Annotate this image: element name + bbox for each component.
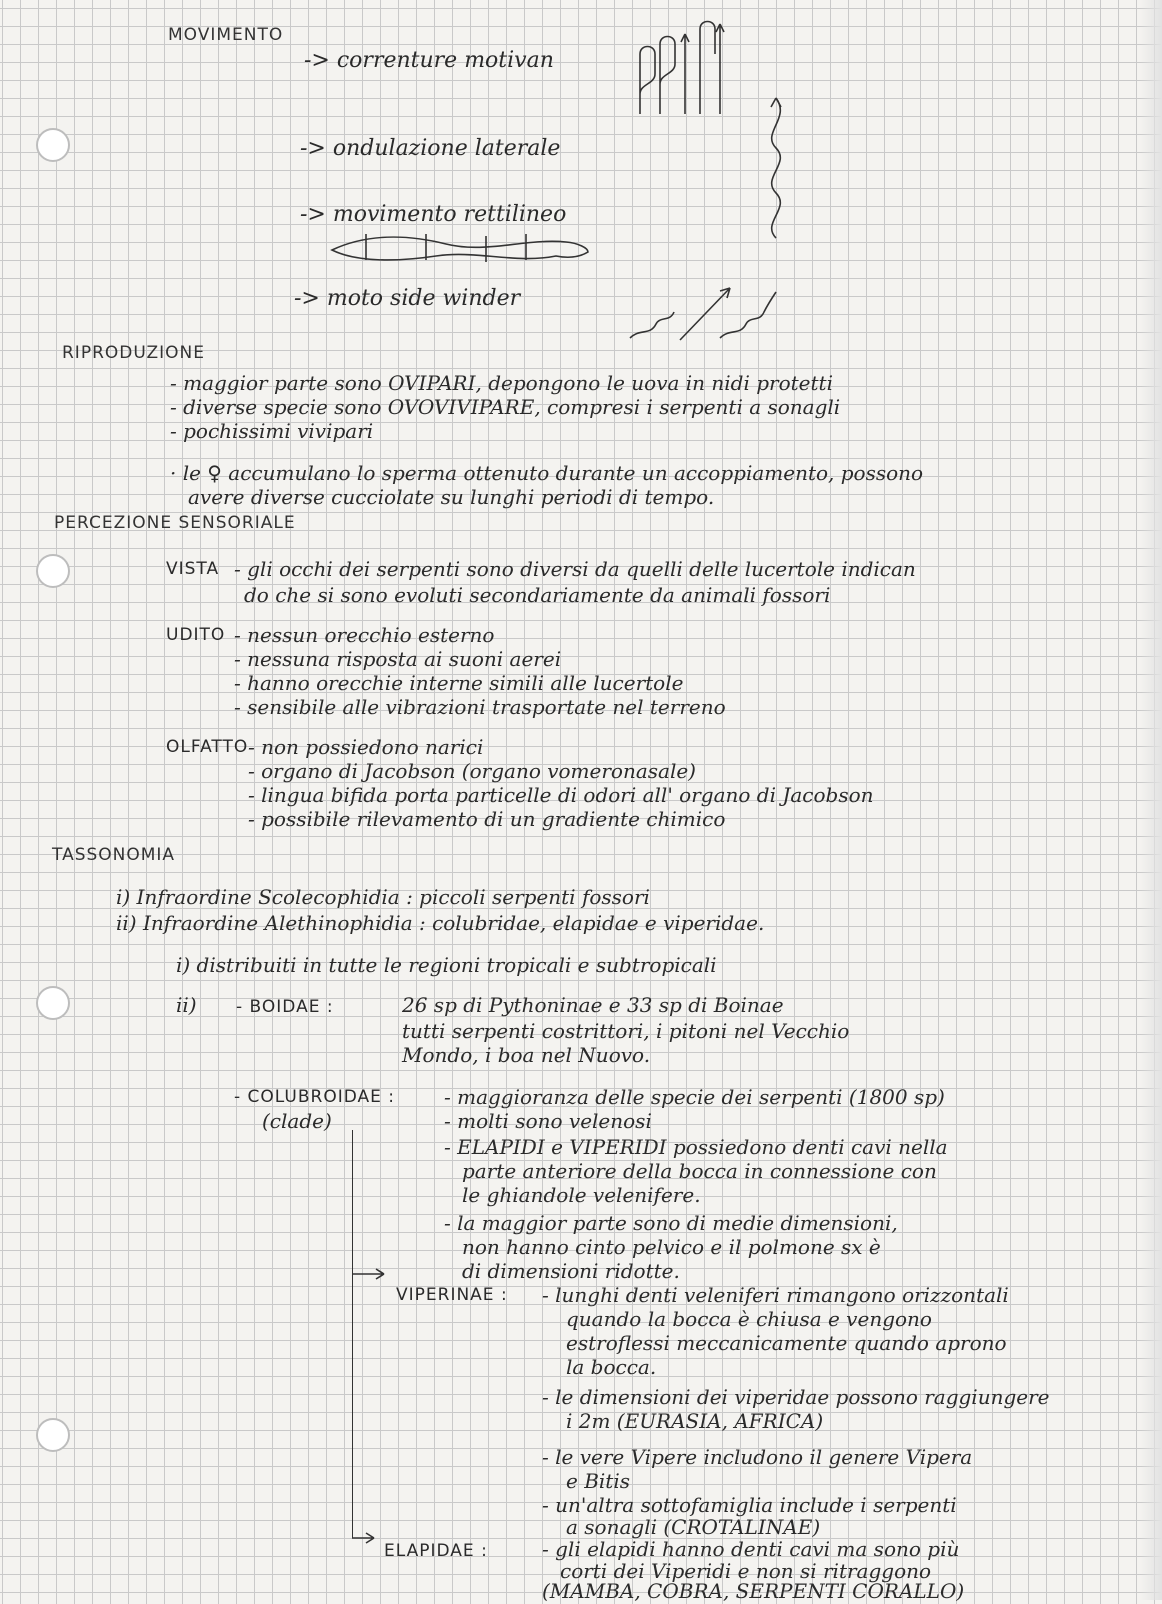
colubroidae-sub: (clade) [262, 1109, 332, 1133]
clade-bracket [352, 1130, 353, 1538]
viperinae-line: - le dimensioni dei viperidae possono raggiungere [542, 1385, 1050, 1409]
viperinae-line: e Bitis [566, 1469, 630, 1493]
udito-line: - nessuna risposta ai suoni aerei [234, 647, 562, 671]
alethinophidia-sub: i) distribuiti in tutte le regioni tropicali e subtropicali [176, 953, 717, 977]
binder-hole [36, 986, 70, 1020]
boidae-line: Mondo, i boa nel Nuovo. [402, 1043, 651, 1067]
elapidae-label: ELAPIDAE : [384, 1541, 488, 1561]
viperinae-line: - lunghi denti veleniferi rimangono orizzontali [542, 1283, 1009, 1307]
concertina-motion-sketch [630, 14, 730, 124]
viperinae-line: - le vere Vipere includono il genere Vipera [542, 1445, 973, 1469]
infraordine-line: ii) Infraordine Alethinophidia : colubridae, elapidae e viperidae. [116, 911, 765, 935]
section-heading-tassonomia: TASSONOMIA [52, 845, 176, 865]
movimento-item: -> ondulazione laterale [300, 136, 561, 161]
colubroidae-line: non hanno cinto pelvico e il polmone sx è [462, 1235, 881, 1259]
movimento-item: -> moto side winder [294, 286, 521, 311]
colubroidae-line: - molti sono velenosi [444, 1109, 652, 1133]
movimento-item: -> movimento rettilineo [300, 202, 567, 227]
olfatto-label: OLFATTO [166, 737, 249, 757]
sidewinding-motion-sketch [620, 278, 780, 348]
udito-label: UDITO [166, 625, 226, 645]
udito-line: - hanno orecchie interne simili alle lucertole [234, 671, 684, 695]
colubroidae-line: parte anteriore della bocca in connessione con [462, 1159, 937, 1183]
viperinae-line: la bocca. [566, 1355, 657, 1379]
rectilinear-motion-sketch [326, 228, 596, 270]
viperinae-line: - un'altra sottofamiglia include i serpenti [542, 1493, 957, 1517]
section-heading-percezione: PERCEZIONE SENSORIALE [54, 513, 296, 533]
olfatto-line: - non possiedono narici [248, 735, 484, 759]
riproduzione-line: avere diverse cucciolate su lunghi periodi di tempo. [188, 485, 715, 509]
lateral-undulation-sketch [756, 88, 796, 248]
colubroidae-line: le ghiandole velenifere. [462, 1183, 701, 1207]
colubroidae-line: - la maggior parte sono di medie dimensioni, [444, 1211, 898, 1235]
movimento-item: -> correnture motivan [304, 48, 554, 73]
alethinophidia-sub: ii) [176, 993, 197, 1017]
olfatto-line: - organo di Jacobson (organo vomeronasale) [248, 759, 696, 783]
elapidae-line: - gli elapidi hanno denti cavi ma sono più [542, 1537, 960, 1561]
vista-line: do che si sono evoluti secondariamente da animali fossori [244, 583, 831, 607]
boidae-label: - BOIDAE : [236, 997, 334, 1017]
viperinae-line: a sonagli (CROTALINAE) [566, 1515, 821, 1539]
colubroidae-label: - COLUBROIDAE : [234, 1087, 396, 1107]
colubroidae-line: - ELAPIDI e VIPERIDI possiedono denti cavi nella [444, 1135, 948, 1159]
binder-hole [36, 1418, 70, 1452]
viperinae-line: i 2m (EURASIA, AFRICA) [566, 1409, 824, 1433]
riproduzione-line: · le ♀ accumulano lo sperma ottenuto durante un accoppiamento, possono [170, 461, 924, 485]
binder-hole [36, 128, 70, 162]
colubroidae-line: - maggioranza delle specie dei serpenti (1800 sp) [444, 1085, 945, 1109]
riproduzione-line: - maggior parte sono OVIPARI, depongono le uova in nidi protetti [170, 371, 833, 395]
udito-line: - nessun orecchio esterno [234, 623, 495, 647]
vista-label: VISTA [166, 559, 220, 579]
riproduzione-line: - diverse specie sono OVOVIVIPARE, compresi i serpenti a sonagli [170, 395, 841, 419]
page-edge [1140, 0, 1162, 1600]
elapidae-line: corti dei Viperidi e non si ritraggono [560, 1559, 932, 1583]
arrow-viperinae [352, 1264, 392, 1284]
boidae-line: 26 sp di Pythoninae e 33 sp di Boinae [402, 993, 784, 1017]
infraordine-line: i) Infraordine Scolecophidia : piccoli serpenti fossori [116, 885, 650, 909]
section-heading-riproduzione: RIPRODUZIONE [62, 343, 206, 363]
viperinae-line: estroflessi meccanicamente quando aprono [566, 1331, 1007, 1355]
viperinae-line: quando la bocca è chiusa e vengono [566, 1307, 932, 1331]
binder-hole [36, 554, 70, 588]
arrow-elapidae [352, 1530, 382, 1550]
udito-line: - sensibile alle vibrazioni trasportate nel terreno [234, 695, 726, 719]
vista-line: - gli occhi dei serpenti sono diversi da quelli delle lucertole indican [234, 557, 916, 581]
riproduzione-line: - pochissimi vivipari [170, 419, 374, 443]
olfatto-line: - possibile rilevamento di un gradiente chimico [248, 807, 726, 831]
colubroidae-line: di dimensioni ridotte. [462, 1259, 680, 1283]
boidae-line: tutti serpenti costrittori, i pitoni nel Vecchio [402, 1019, 850, 1043]
section-heading-movimento: MOVIMENTO [168, 25, 284, 45]
olfatto-line: - lingua bifida porta particelle di odori all' organo di Jacobson [248, 783, 874, 807]
elapidae-line: (MAMBA, COBRA, SERPENTI CORALLO) [542, 1579, 965, 1603]
viperinae-label: VIPERINAE : [396, 1285, 508, 1305]
